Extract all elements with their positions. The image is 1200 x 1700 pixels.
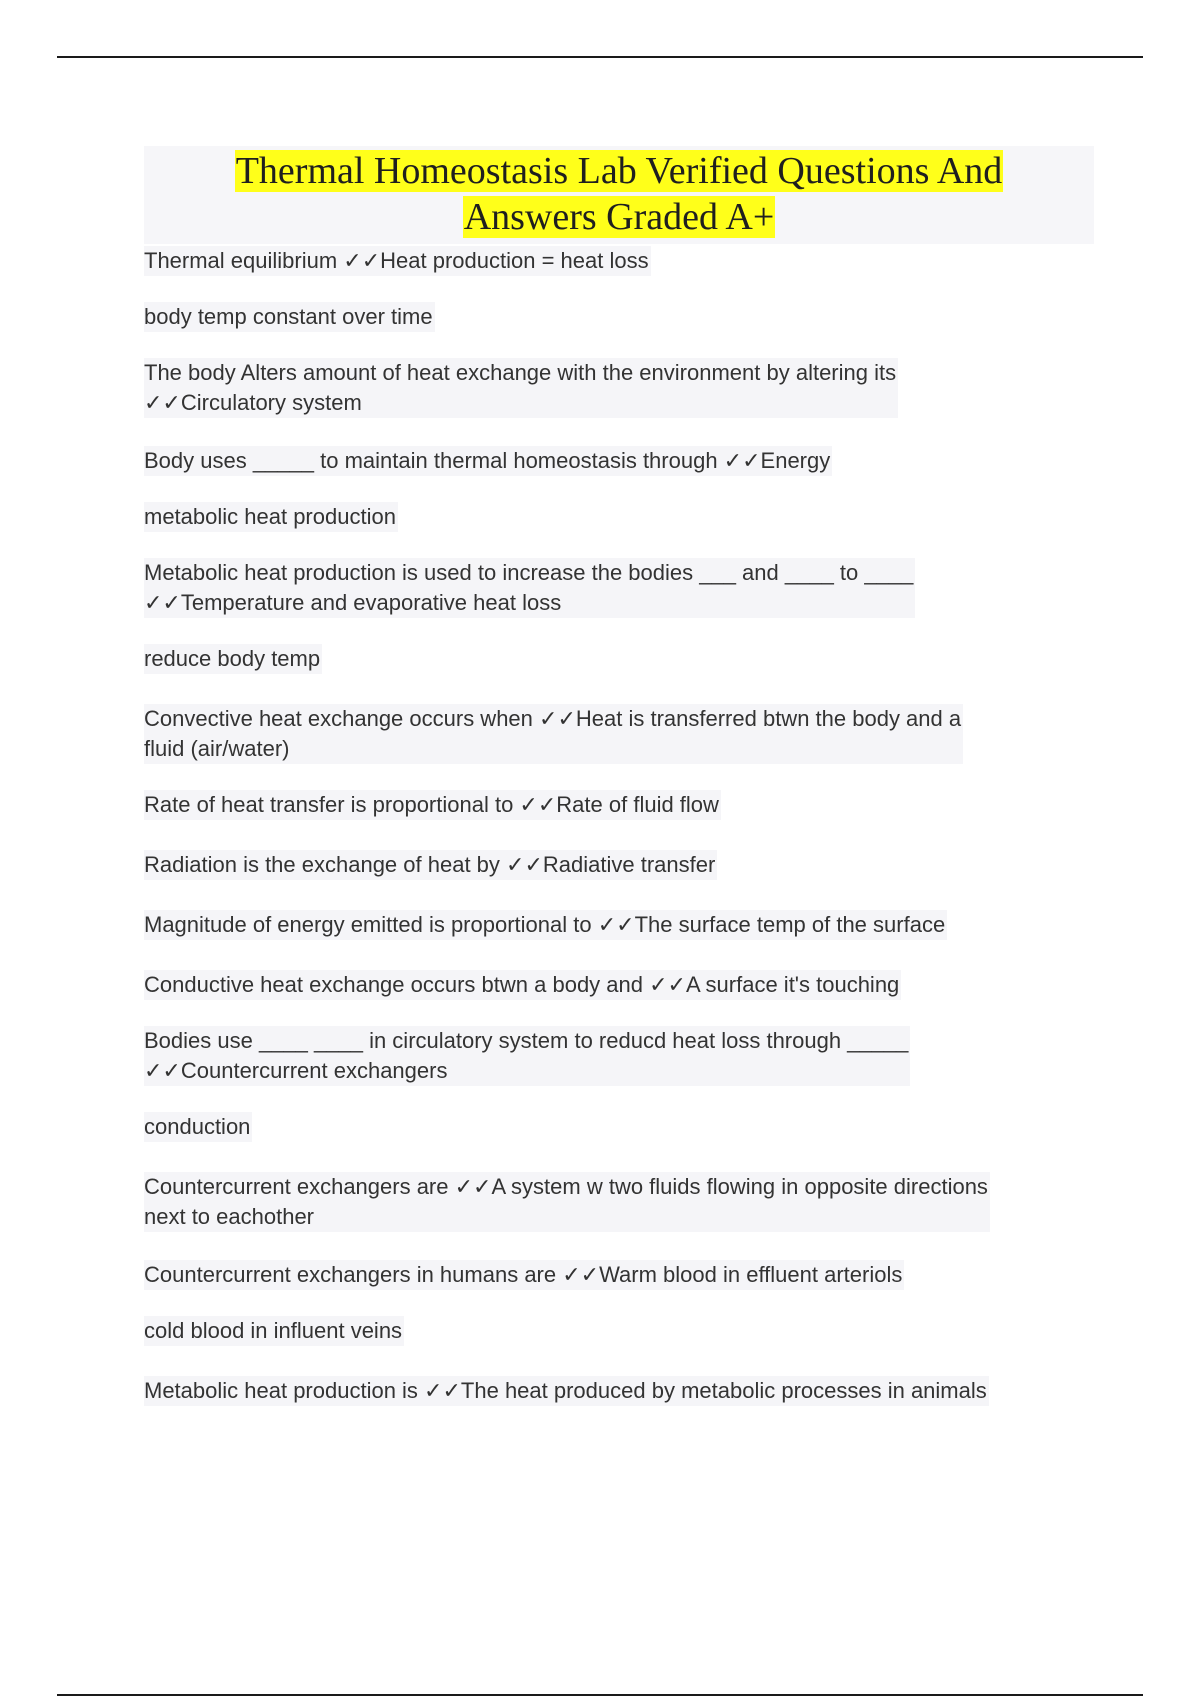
title-line-2: Answers Graded A+ <box>463 196 775 238</box>
qa-entry: Countercurrent exchangers in humans are ✓✓Warm blood in effluent arteriols <box>144 1260 904 1290</box>
qa-entry: conduction <box>144 1112 252 1142</box>
qa-entry: Body uses _____ to maintain thermal homeostasis through ✓✓Energy <box>144 446 832 476</box>
top-rule <box>57 56 1143 58</box>
qa-entry: Thermal equilibrium ✓✓Heat production = heat loss <box>144 246 651 276</box>
qa-entry: Convective heat exchange occurs when ✓✓Heat is transferred btwn the body and a fluid (air/water) <box>144 704 963 764</box>
qa-entry: Bodies use ____ ____ in circulatory system to reducd heat loss through _____ ✓✓Countercurrent exchangers <box>144 1026 910 1086</box>
qa-entry: Magnitude of energy emitted is proportional to ✓✓The surface temp of the surface <box>144 910 947 940</box>
title-line-1: Thermal Homeostasis Lab Verified Questions And <box>235 150 1003 192</box>
title-block <box>144 146 1094 244</box>
qa-entry: Countercurrent exchangers are ✓✓A system w two fluids flowing in opposite directions next to eachother <box>144 1172 990 1232</box>
qa-entry: The body Alters amount of heat exchange with the environment by altering its ✓✓Circulatory system <box>144 358 898 418</box>
qa-entry: Conductive heat exchange occurs btwn a body and ✓✓A surface it's touching <box>144 970 901 1000</box>
qa-entry: Rate of heat transfer is proportional to ✓✓Rate of fluid flow <box>144 790 721 820</box>
qa-entry: body temp constant over time <box>144 302 435 332</box>
qa-entry: reduce body temp <box>144 644 322 674</box>
bottom-rule <box>57 1694 1143 1696</box>
document-body <box>144 146 1092 1406</box>
qa-entry: Metabolic heat production is ✓✓The heat produced by metabolic processes in animals <box>144 1376 989 1406</box>
qa-entry: Metabolic heat production is used to increase the bodies ___ and ____ to ____ ✓✓Temperature and evaporative heat loss <box>144 558 915 618</box>
document-title <box>144 148 1094 240</box>
qa-entry: cold blood in influent veins <box>144 1316 404 1346</box>
qa-entry: metabolic heat production <box>144 502 398 532</box>
qa-entry: Radiation is the exchange of heat by ✓✓Radiative transfer <box>144 850 717 880</box>
